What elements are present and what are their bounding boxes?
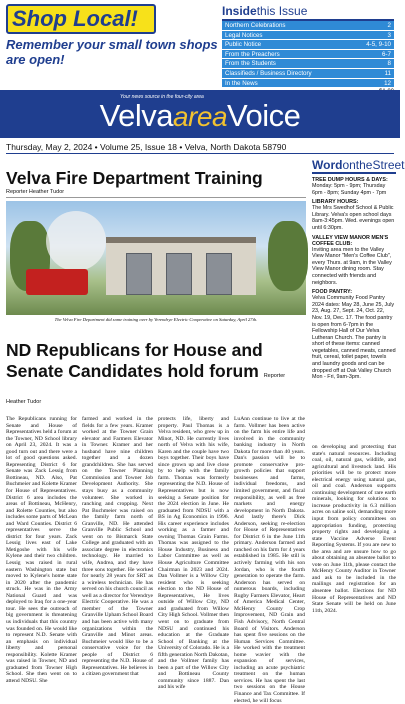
story-fire-training [6, 158, 306, 322]
inside-item-page: 11 [384, 69, 391, 77]
top-banner [0, 0, 400, 90]
sidebar-title [312, 158, 405, 174]
story2-column: on developing and protecting that state's natural resources. Including coal, oil, natural gas, wildlife, and agricultural and livestock land. His priorities will be to protect more electrical energy using natural gas, oil and coal. Anderson supports continuing development of rare earth minerals, looking for solutions to increase productivity in 6.3 million acres on saline soil, demanding more input from policy committees on appropriation funding, protecting property rights and developing a state Vaccine Adverse Event Reporting Systems. If you are new to the area and are unsure how to go about obtaining an absentee ballot to vote on June 11th, please contact the McHenry County Auditor in Towner and ask to be included in the mailings and registration for an absentee ballot. Elections for ND House of Representatives and ND State Senate will be held on June 11th, 2024. [312, 444, 396, 614]
sidebar-block [312, 199, 396, 231]
inside-item-page: 6-7 [382, 50, 391, 58]
story2-column: farmed and worked in the fields for a few years. Kramer worked at the Towner Grain elevator and Farmers Elevator in Towner. Kramer and her husband have nine children together and a dozen grandchildren. She has served on the Towner Planning Commission and Towner Job Development Authority. She stays busy as a community volunteer. She worked in ranching and cropping. Next Pat Buchmeier was raised on the family farm north of Granville, ND. He attended Granville Public School and went on to Bismarck State College and graduated with an associate degree in electronics technology. He married to wife, Andrea, and they have three sons together. He worked for nearly 28 years for SRT as a wireless technician. He has served on his church council as well as a director for Verendrye Electric Cooperative. He was a member of the Towner Granville Upham School Board and has been active with many organizations within the Granville and Minot areas. Buchmeier would like to be a conservative voice for the people of District 6 representing the N.D. House of Representatives. He believes in a citizen government that [82, 416, 153, 678]
inside-item[interactable] [222, 21, 394, 31]
masthead-name-left: Velva [99, 98, 173, 133]
inside-item[interactable] [222, 59, 394, 69]
inside-item-label: From the Preachers [225, 50, 280, 58]
photo-caption: The Velva Fire Department did some training over by Verendrye Electric Cooperative on Saturday, April 27th. [54, 317, 258, 322]
shop-local-ad[interactable] [6, 4, 218, 86]
sidebar-block [312, 177, 396, 196]
inside-item-page: 3 [387, 31, 391, 39]
garage-door-shape [126, 253, 152, 295]
story2-columns [6, 416, 306, 704]
story-byline: Reporter Heather Tudor [6, 189, 306, 198]
smoke-shape [46, 211, 106, 271]
fire-truck-shape [26, 269, 88, 295]
inside-heading [222, 4, 394, 21]
masthead-title [0, 98, 400, 134]
sidebar-block [312, 235, 396, 287]
inside-item-label: In the News [225, 79, 258, 87]
shop-local-box [6, 4, 156, 34]
inside-heading-rest: this Issue [256, 4, 308, 18]
story2-byline: Reporter Heather Tudor [6, 373, 286, 405]
garage-door-shape [206, 253, 232, 295]
masthead-name-right: Voice [227, 98, 301, 133]
sidebar-block-heading: VALLEY VIEW MANOR MEN'S COFFEE CLUB: [312, 234, 389, 247]
sidebar-block-text: Inviting area men to the Valley View Manor "Men's Coffee Club", every Thurs. at 9am, in the Valley View Manor dining room. Stay connected with friends and neighbors. [312, 246, 392, 286]
inside-item-label: Classifieds / Business Directory [225, 69, 312, 77]
inside-item-label: Public Notice [225, 41, 262, 49]
inside-item[interactable] [222, 50, 394, 60]
story2-column: LuAnn continue to live at the farm. Vollmer has been active on the farm his entire life and involved in the community banking industry in North Dakota for more than 40 years. Dan's passion will be to promote conservative pro-growth policies that support businesses and farms, individual freedoms, and limited government, and fiscal responsibility, as well as free markets and energy development in North Dakota. And lastly there's Dick Anderson, seeking re-election for House of Representatives for District 6 in the June 11th primary. Anderson farmed and ranched on his farm for 4 years established in 1985. He still is actively farming with his son Jordan, who is the fourth generation to operate the farm. Anderson has served on numerous boards, including Rugby Farmers Elevator, Heart of America Medical Center, McHenry County Crop Improvement, ND Grain and Fish Advisory, North Central Board of Visitors. Anderson has spent five sessions on the Human Services Committee. He worked with the treatment home wavier with the expansion of services, including an acute psychiatric treatment on the human services. He has spent the last two sessions on the House Finance and Tax Committee. If elected, he will focus [234, 416, 305, 704]
inside-item-page: 2 [387, 22, 391, 29]
inside-this-issue [222, 4, 394, 95]
masthead-tagline: Your news source in the four-city area [120, 94, 204, 100]
word-on-the-street [312, 158, 405, 381]
shop-local-title: Shop Local! [12, 6, 138, 31]
inside-item[interactable] [222, 40, 394, 50]
fire-training-photo[interactable] [6, 201, 306, 315]
story2-column: The Republicans running for Senate and House of Representatives held a forum at the Towner, ND School library on April 23, 2024. It was a good turn out and there were a lot of good questions asked. Representing District 6 for Senate was Zack Lessig from Bottineau, ND. Also, Pat Buchmeier and Kolette Kramer for House of Representatives. District 6 area includes the areas of Bottineau, McHenry, and Rolette Counties, but also includes some parts of McLean and Ward Counties. District 6 representatives serve the district for four years. Zack Lessig lives east of Lake Metigoshe with his wife Kylene and their two children. Lessig was raised in rural eastern Washington state but moved to Kylene's home state in 2020 after the pandemic struck. He was in the Army National Guard and was deployed to Iraq for a one-year tour. He sees the outreach of big government is threatening us individuals that this country was founded on. He would like to represent N.D. Senate with an emphasis on individual liberty and personal responsibility. Kolette Kramer was raised in Towner, ND and graduated from Towner High School. She then went on to attend NDSU. She [6, 416, 77, 684]
story2-headline [6, 340, 306, 413]
sidebar-block-text: Monday: 5pm - 9pm; Thursday 6pm - 8pm; Sunday 4pm - 7pm [312, 183, 387, 196]
inside-heading-bold: Inside [222, 4, 257, 18]
sidebar-block [312, 289, 396, 381]
inside-item-label: From the Students [225, 60, 276, 68]
masthead [0, 90, 400, 138]
inside-item[interactable] [222, 69, 394, 79]
inside-list [222, 21, 394, 88]
inside-item-page: 8 [387, 60, 391, 68]
sidebar-block-heading: TREE DUMP HOURS & DAYS: [312, 177, 388, 183]
story-republican-forum [6, 340, 306, 704]
sidebar-block-text: Velva Community Food Pantry 2024 dates: May 28, June 25, July 23, Aug. 27, Sept. 24, Oct. 22, Nov. 19, Dec. 17. The food pantry is open from 6-7pm in the Fellowship Hall of Our Velva Lutheran Church. The pantry is short of these items: canned vegetables, canned meats, canned fruit, cereal, toilet paper, towels and laundry goods and can be dropped off at Oak Valley Church Mon - Fri, 9am-3pm. [312, 295, 396, 381]
garage-door-shape [166, 253, 192, 295]
story2-headline-text: ND Republicans for House and Senate Candidates hold forum [6, 340, 263, 381]
inside-item-page: 4-5, 9-10 [366, 41, 391, 49]
inside-item-label: Northern Celebrations [225, 22, 286, 29]
story2-column: protects life, liberty and property. Paul Thomas is a Velva resident, who grew up in Minot, ND. He currently lives north of Velva with his wife, Karen and the couple have two boys together. Their boys have since grown up and live close by to help with the family farm. Thomas was formerly representing the N.D. House of Representatives but is now seeking a Senate position for the 2024 election in June. He graduated from NDSU with a BS in Ag Economics in 1996. His career experience includes working as a farmer and owning Thomas Grain Farms. Thomas was assigned to the House Industry, Business and Labor Committee as well as House Agriculture Committee Chairman in 2023 and 2024. Dan Vollmer is a Willow City resident who is seeking election to the ND House of Representatives, He lives outside of Willow City, ND and graduated from Willow City High School. Vollmer then went on to graduate from NDSU and continued his education at the Graduate School of Banking at the University of Colorado. He is a fifth generation North Dakotan, and the Vollmer family has been a part of the Willow City and Bottineau County community since 1887. Dan and his wife [158, 416, 229, 691]
inside-item-label: Legal Notices [225, 31, 263, 39]
dateline: Thursday, May 2, 2024 • Volume 25, Issue 18 • Velva, North Dakota 58790 [6, 140, 394, 154]
sidebar-title-rest: ontheStreet [342, 158, 405, 172]
sidebar-block-text: The Mrs Swedhof School & Public Library. Velva's open school days 8am-3:45pm. Wed. evenings open until 6:30pm. [312, 205, 395, 231]
inside-item[interactable] [222, 79, 394, 89]
sidebar-block-heading: FOOD PANTRY: [312, 289, 353, 296]
inside-item-page: 12 [384, 79, 391, 87]
inside-item[interactable] [222, 31, 394, 41]
masthead-name-mid: area [172, 101, 228, 132]
tree-shape [268, 221, 308, 291]
story-headline: Velva Fire Department Training [6, 168, 263, 188]
shop-local-subtitle: Remember your small town shops are open! [6, 37, 218, 67]
sidebar-block-heading: LIBRARY HOURS: [312, 199, 359, 206]
sidebar-title-bold: Word [312, 158, 343, 172]
